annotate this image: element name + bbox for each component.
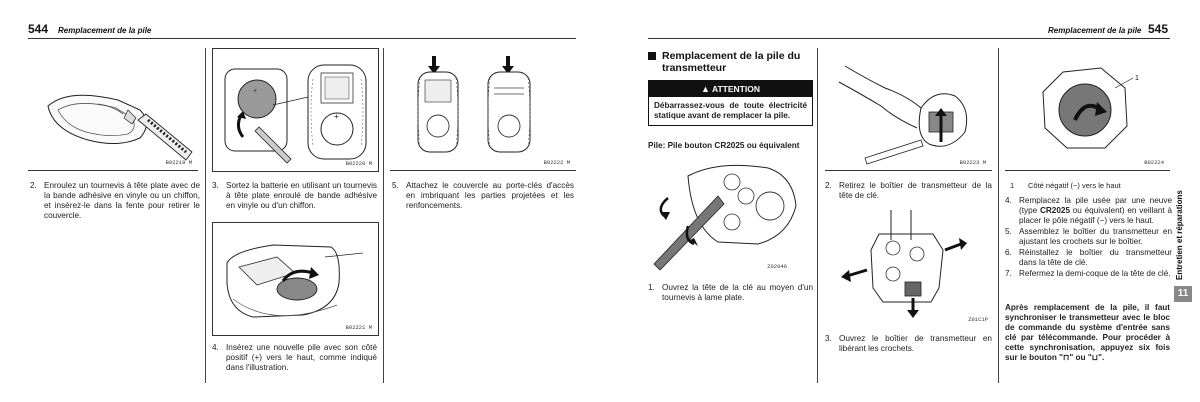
side-tab-label: Entretien et réparations <box>1175 190 1184 280</box>
battery-note: Pile: Pile bouton CR2025 ou équivalent <box>648 141 800 150</box>
figure-remove-transmitter <box>825 48 992 171</box>
step-text: Réinstallez le boîtier du transmetteur dans la tête de clé. <box>1019 248 1172 267</box>
right-step-6 <box>1005 248 1172 268</box>
figure-code: Z02046 <box>767 263 787 270</box>
warning-triangle-icon: ▲ <box>701 84 710 94</box>
side-tab-number: 11 <box>1174 286 1192 302</box>
figure-code: B02220 M <box>345 160 372 167</box>
left-column-divider-1 <box>205 48 206 383</box>
step-text: Remplacez la pile usée par une neuve (type CR2025 ou équivalent) en veillant à placer le pôle négatif (−) vers le haut. <box>1019 196 1172 225</box>
right-step-2 <box>825 181 992 201</box>
figure-cover-attach <box>390 48 576 171</box>
step-number: 7. <box>1005 269 1012 278</box>
step-number: 2. <box>30 181 37 190</box>
section-bullet-icon <box>648 52 656 60</box>
figure-open-transmitter <box>825 210 992 325</box>
step-text: Enroulez un tournevis à tête plate avec de la bande adhésive en vinyle ou un chiffon, et insérez-le dans la fente pour retirer le couvercle. <box>44 181 200 220</box>
step-4 <box>212 343 377 373</box>
step-text: Attachez le couvercle au porte-clés d'accès en imbriquant les parties projetées et les renfoncements. <box>406 181 574 210</box>
attention-label: ATTENTION <box>711 84 760 94</box>
svg-text:1: 1 <box>1135 75 1139 82</box>
right-column-divider-2 <box>998 48 999 383</box>
figure-battery-negative-up <box>1005 48 1170 171</box>
left-running-title: Remplacement de la pile <box>58 26 152 35</box>
step-text: Retirez le boîtier de transmetteur de la tête de clé. <box>839 181 992 200</box>
step-text: Sortez la batterie en utilisant un tournevis à tête plate enroulé de bande adhésive en vinyle ou d'un chiffon. <box>226 181 377 210</box>
left-page-number: 544 <box>28 22 49 36</box>
step-number: 3. <box>212 181 219 190</box>
right-header-rule <box>648 38 1170 39</box>
right-step-7 <box>1005 269 1172 279</box>
right-running-title: Remplacement de la pile <box>1048 26 1142 35</box>
battery-type: CR2025 <box>1039 206 1070 215</box>
step-number: 5. <box>392 181 399 190</box>
left-column-divider-2 <box>383 48 384 383</box>
figure-code: B02223 M <box>959 159 986 166</box>
svg-text:+: + <box>253 88 258 95</box>
right-step-1 <box>648 283 813 303</box>
figure-code: Z01C1P <box>968 316 988 323</box>
step-text: Refermez la demi-coque de la tête de clé. <box>1019 269 1171 278</box>
callout-number: 1 <box>1010 181 1015 190</box>
right-column-divider-1 <box>817 48 818 383</box>
steps-4-to-7 <box>1005 196 1172 279</box>
step-text: Assemblez le boîtier du transmetteur en ajustant les crochets sur le boîtier. <box>1019 227 1172 246</box>
step-number: 6. <box>1005 248 1012 257</box>
figure-code: B02224 <box>1144 159 1164 166</box>
section-title: Remplacement de la pile du transmetteur <box>662 50 801 74</box>
step-number: 5. <box>1005 227 1012 236</box>
callout-text: Côté négatif (−) vers le haut <box>1028 181 1121 190</box>
figure-code: B02221 M <box>345 324 372 331</box>
step-number: 4. <box>212 343 219 352</box>
callout-legend <box>1010 181 1170 191</box>
right-page-number: 545 <box>1148 22 1169 36</box>
step-number: 2. <box>825 181 832 190</box>
attention-box <box>648 80 813 126</box>
section-heading <box>648 50 813 74</box>
svg-text:+: + <box>334 112 339 121</box>
attention-header <box>649 81 812 97</box>
figure-code: B02219 M <box>165 159 192 166</box>
sync-note: Après remplacement de la pile, il faut synchroniser le transmetteur avec le bloc de commande du système d'entrée sans clé par télécommande. Pour procéder à cette synchronisation, appuyez six fois sur le bouton "⊓" ou "⊔". <box>1005 303 1170 362</box>
left-header-rule <box>28 38 576 39</box>
figure-key-screwdriver <box>28 48 198 171</box>
step-text: Ouvrez la tête de la clé au moyen d'un tournevis à lame plate. <box>662 283 813 302</box>
figure-insert-battery <box>212 222 379 336</box>
step-text: Ouvrez le boîtier de transmetteur en libérant les crochets. <box>839 334 992 353</box>
step-number: 4. <box>1005 196 1012 205</box>
step-2 <box>30 181 200 221</box>
step-text: Insérez une nouvelle pile avec son côté positif (+) vers le haut, comme indiqué dans l'illustration. <box>226 343 377 372</box>
right-step-5 <box>1005 227 1172 247</box>
step-number: 1. <box>648 283 655 292</box>
figure-open-key-head <box>648 156 811 278</box>
figure-code: B02222 M <box>543 159 570 166</box>
step-number: 3. <box>825 334 832 343</box>
right-step-4 <box>1005 196 1172 226</box>
figure-battery-removal <box>212 48 379 172</box>
attention-text: Débarrassez-vous de toute électricité statique avant de remplacer la pile. <box>654 101 807 120</box>
right-step-3 <box>825 334 992 354</box>
step-5 <box>392 181 574 211</box>
step-3 <box>212 181 377 211</box>
